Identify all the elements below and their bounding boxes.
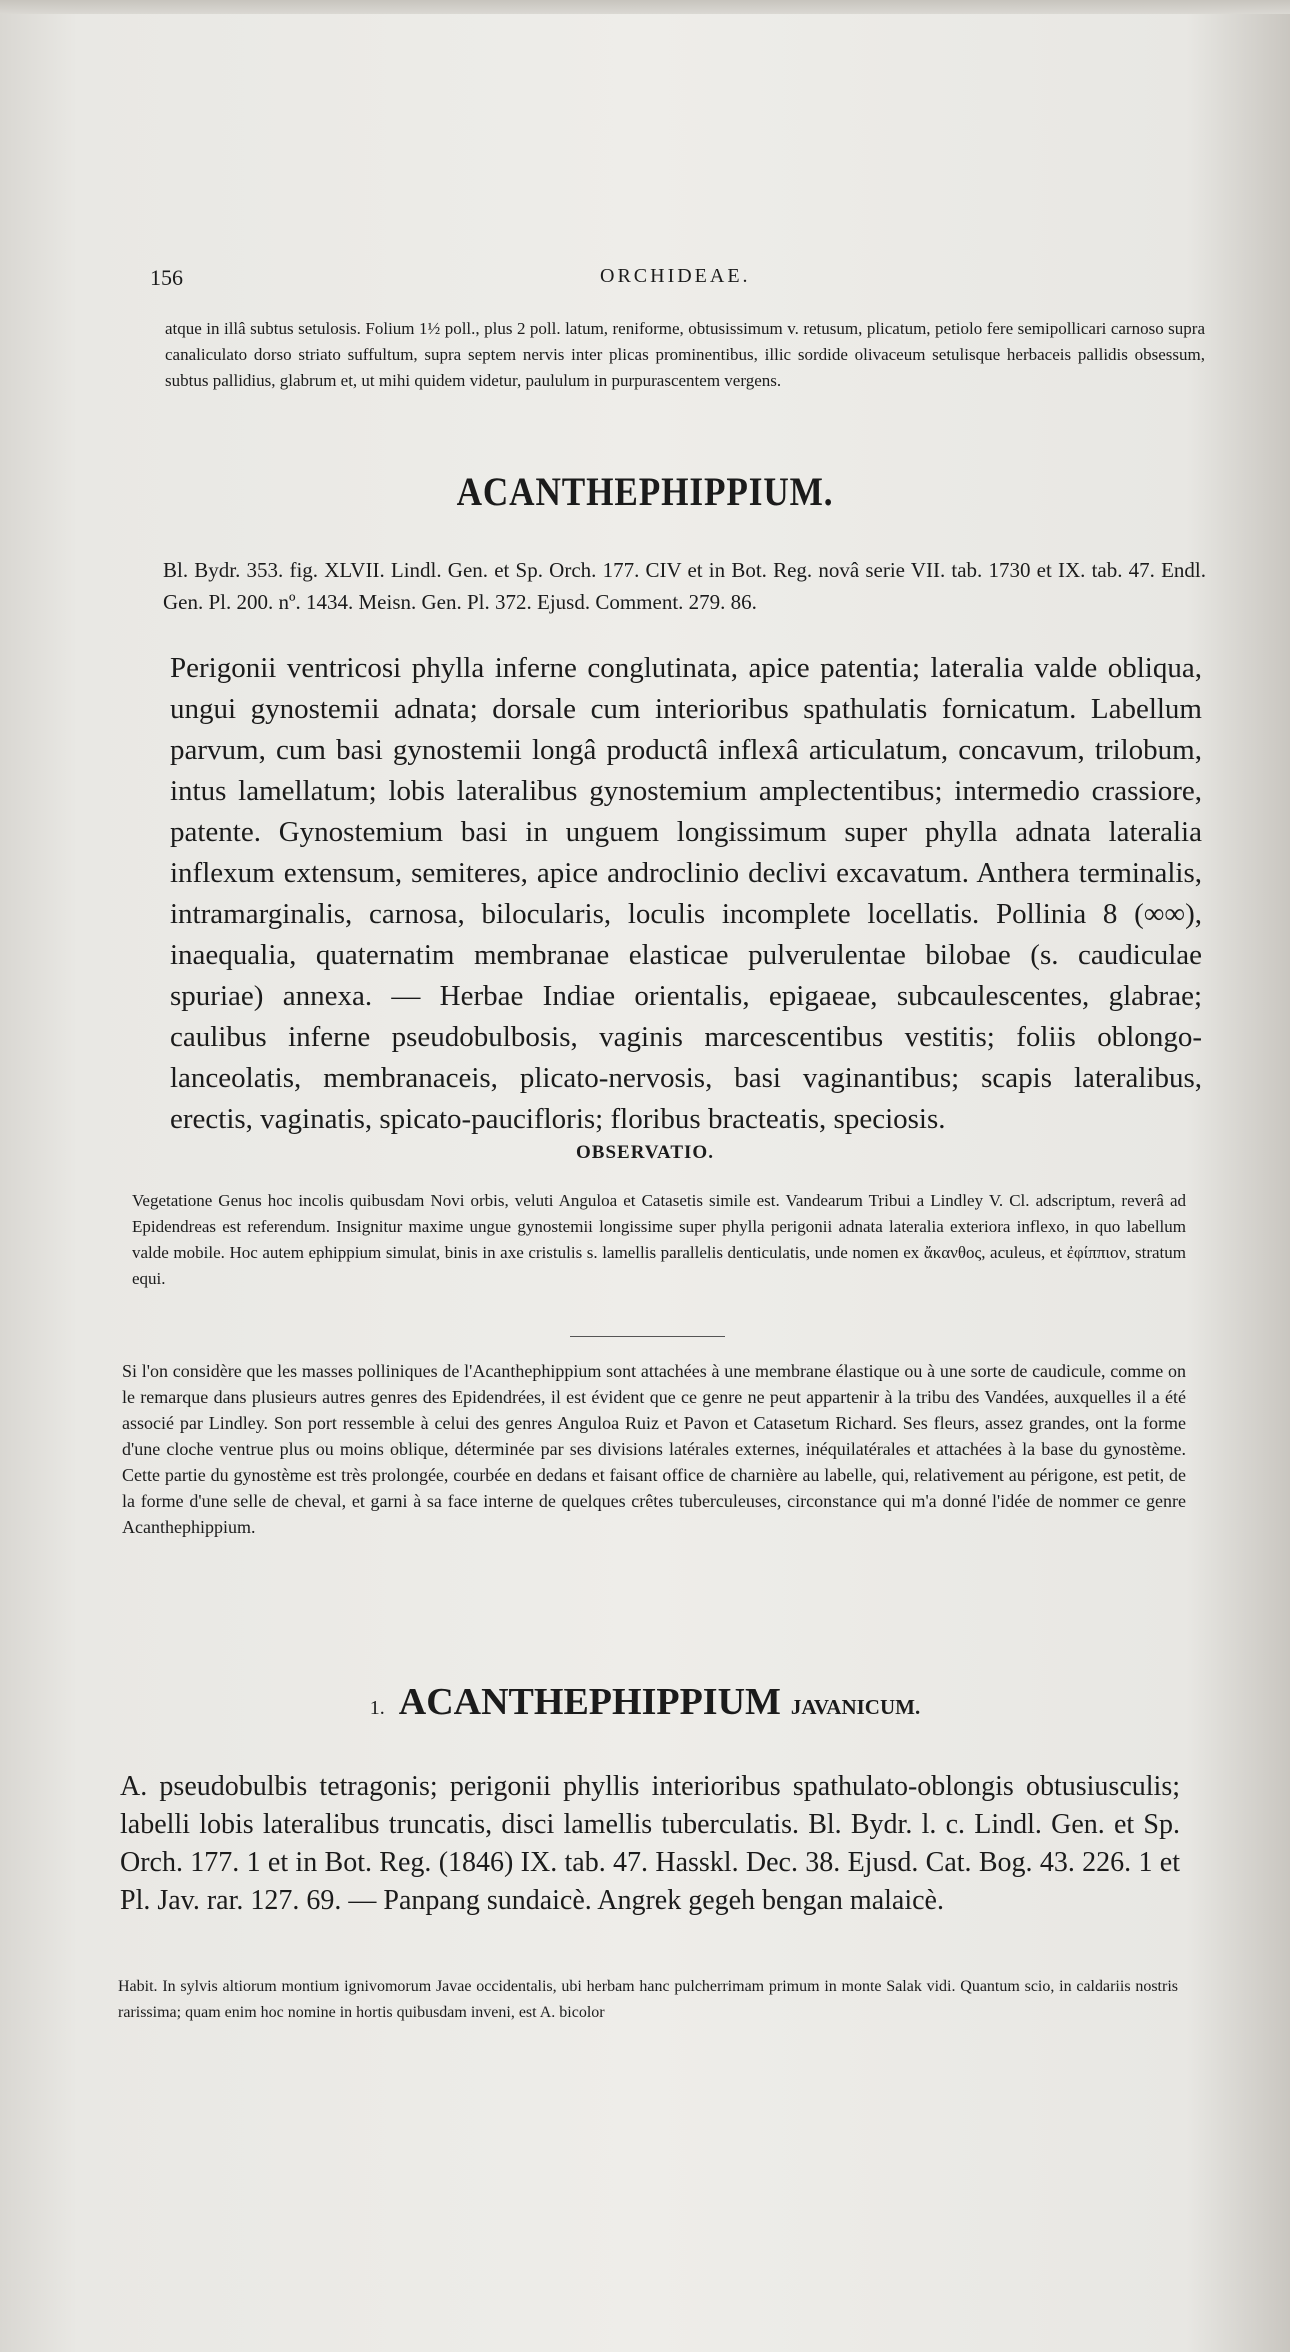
genus-references: Bl. Bydr. 353. fig. XLVII. Lindl. Gen. et Sp. Orch. 177. CIV et in Bot. Reg. novâ serie VII. tab. 1730 et IX. tab. 47. Endl. Gen. Pl. 200. nº. 1434. Meisn. Gen. Pl. 372. Ejusd. Comment. 279. 86. (163, 558, 1206, 614)
species-habit: Habit. In sylvis altiorum montium ignivomorum Javae occidentalis, ubi herbam hanc pulcherrimam primum in monte Salak vidi. Quantum scio, in caldariis nostris rarissima; quam enim hoc nomine in hortis quibusdam inveni, est A. bicolor (118, 1978, 1178, 2021)
species-epithet: JAVANICUM. (790, 1695, 921, 1719)
section-divider (570, 1336, 725, 1337)
species-diagnosis: A. pseudobulbis tetragonis; perigonii phyllis interioribus spathulato-oblongis obtusiusculis; labelli lobis lateralibus truncatis, disci lamellis tuberculatis. Bl. Bydr. l. c. Lindl. Gen. et Sp. Orch. 177. 1 et in Bot. Reg. (1846) IX. tab. 47. Hasskl. Dec. 38. Ejusd. Cat. Bog. 43. 226. 1 et Pl. Jav. rar. 127. 69. — Panpang sundaicè. Angrek gegeh bengan malaicè. (120, 1771, 1180, 1916)
species-heading (0, 1680, 1290, 1724)
species-number: 1. (369, 1697, 385, 1719)
running-title: ORCHIDEAE. (600, 265, 751, 287)
genus-title: ACANTHEPHIPPIUM. (456, 469, 834, 514)
page-top-shadow (0, 0, 1290, 14)
french-note: Si l'on considère que les masses polliniques de l'Acanthephippium sont attachées à une membrane élastique ou à une sorte de caudicule, comme on le remarque dans plusieurs autres genres des Epidendrées, il est évident que ce genre ne peut appartenir à la tribu des Vandées, auxquelles il a été associé par Lindley. Son port ressemble à celui des genres Anguloa Ruiz et Pavon et Catasetum Richard. Ses fleurs, assez grandes, ont la forme d'une cloche ventrue plus ou moins oblique, déterminée par ses divisions latérales externes, inéquilatérales et attachées à la base du gynostème. Cette partie du gynostème est très prolongée, courbée en dedans et faisant office de charnière au labelle, qui, relativement au périgone, est petit, de la forme d'une selle de cheval, et garni à sa face interne de quelques crêtes tuberculeuses, circonstance qui m'a donné l'idée de nommer ce genre Acanthephippium. (122, 1361, 1186, 1537)
species-genus: ACANTHEPHIPPIUM (398, 1681, 781, 1723)
genus-description: Perigonii ventricosi phylla inferne conglutinata, apice patentia; lateralia valde obliqua, ungui gynostemii adnata; dorsale cum interioribus spathulatis fornicatum. Labellum parvum, cum basi gynostemii longâ productâ inflexâ articulatum, concavum, trilobum, intus lamellatum; lobis lateralibus gynostemium amplectentibus; intermedio crassiore, patente. Gynostemium basi in unguem longissimum super phylla adnata lateralia inflexum extensum, semiteres, apice androclinio declivi excavatum. Anthera terminalis, intramarginalis, carnosa, bilocularis, loculis incomplete locellatis. Pollinia 8 (∞∞), inaequalia, quaternatim membranae elasticae pulverulentae bilobae (s. caudiculae spuriae) annexa. — Herbae Indiae orientalis, epigaeae, subcaulescentes, glabrae; caulibus inferne pseudobulbosis, vaginis marcescentibus vestitis; foliis oblongo-lanceolatis, membranaceis, plicato-nervosis, basi vaginantibus; scapis lateralibus, erectis, vaginatis, spicato-paucifloris; floribus bracteatis, speciosis. (170, 652, 1202, 1135)
intro-paragraph: atque in illâ subtus setulosis. Folium 1½ poll., plus 2 poll. latum, reniforme, obtusissimum v. retusum, plicatum, petiolo fere semipollicari carnoso supra canaliculato dorso striato suffultum, supra septem nervis inter plicas prominentibus, illic sordide olivaceum setulisque herbaceis pallidis obsessum, subtus pallidius, glabrum et, ut mihi quidem videtur, paululum in purpurascentem vergens. (165, 319, 1205, 390)
observatio-text: Vegetatione Genus hoc incolis quibusdam Novi orbis, veluti Anguloa et Catasetis simile est. Vandearum Tribui a Lindley V. Cl. adscriptum, reverâ ad Epidendreas est referendum. Insignitur maxime ungue gynostemii longissime super phylla perigonii adnata lateralia exteriora inflexo, in quo labellum valde mobile. Hoc autem ephippium simulat, binis in axe cristulis s. lamellis parallelis denticulatis, unde nomen ex ἄκανθος, aculeus, et ἐφίππιον, stratum equi. (132, 1191, 1186, 1288)
observatio-heading: OBSERVATIO. (576, 1142, 714, 1163)
page-number: 156 (150, 265, 183, 290)
